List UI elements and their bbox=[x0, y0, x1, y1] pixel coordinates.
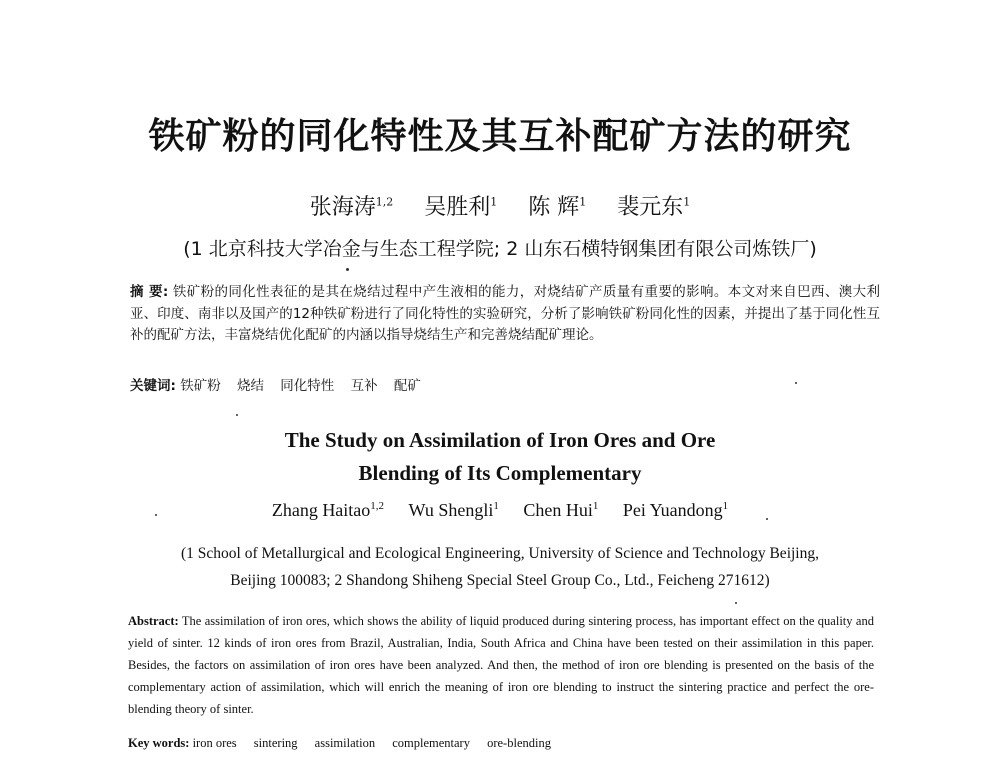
english-affiliation bbox=[110, 540, 890, 594]
keyword: sintering bbox=[253, 736, 298, 750]
english-keywords bbox=[128, 736, 874, 751]
chinese-authors bbox=[0, 190, 1000, 221]
english-abstract-label: Abstract: bbox=[128, 614, 179, 628]
english-abstract bbox=[128, 610, 874, 720]
scan-speck bbox=[155, 514, 157, 516]
english-affiliation-line2: Beijing 100083; 2 Shandong Shiheng Special Steel Group Co., Ltd., Feicheng 271612) bbox=[230, 572, 770, 589]
chinese-author: 张海涛$^{1,2}$ bbox=[309, 195, 394, 220]
english-author: Chen Hui$^1$ bbox=[523, 500, 599, 520]
chinese-author: 裴元东$^1$ bbox=[617, 195, 691, 220]
keyword: 互补 bbox=[350, 378, 378, 394]
keyword: 铁矿粉 bbox=[180, 378, 221, 394]
scan-speck bbox=[795, 382, 797, 384]
chinese-abstract-text: 铁矿粉的同化性表征的是其在烧结过程中产生液相的能力，对烧结矿产质量有重要的影响。本文对来自巴西、澳大利亚、印度、南非以及国产的12种铁矿粉进行了同化特性的实验研究，分析了影响铁矿粉同化性的因素，并提出了基于同化性互补的配矿方法，丰富烧结优化配矿的内涵以指导烧结生产和完善烧结配矿理论。 bbox=[130, 284, 880, 343]
chinese-title: 铁矿粉的同化特性及其互补配矿方法的研究 bbox=[148, 115, 852, 157]
english-keywords-label: Key words: bbox=[128, 736, 190, 750]
scan-speck bbox=[766, 518, 768, 520]
keyword: ore-blending bbox=[487, 736, 551, 750]
keyword: complementary bbox=[392, 736, 470, 750]
scan-speck bbox=[236, 414, 238, 416]
chinese-author: 吴胜利$^1$ bbox=[424, 195, 498, 220]
keyword: 同化特性 bbox=[280, 378, 335, 394]
english-authors bbox=[0, 500, 1000, 521]
keyword: iron ores bbox=[192, 736, 237, 750]
chinese-keywords bbox=[130, 374, 880, 394]
english-affiliation-line1: (1 School of Metallurgical and Ecological Engineering, University of Science and Technology Beijing, bbox=[181, 545, 819, 562]
english-title-line2: Blending of Its Complementary bbox=[358, 461, 642, 485]
keyword: 烧结 bbox=[237, 378, 264, 394]
keyword: assimilation bbox=[314, 736, 376, 750]
keyword: 配矿 bbox=[393, 378, 421, 394]
scan-speck bbox=[735, 602, 737, 604]
english-title bbox=[0, 424, 1000, 490]
english-abstract-text: The assimilation of iron ores, which shows the ability of liquid produced during sintering process, has important effect on the quality and yield of sinter. 12 kinds of iron ores from Brazil, Australian, India, South Africa and China have been tested on their assimilation in this paper. Besides, the factors on assimilation of iron ores have been analyzed. And then, the method of iron ore blending is presented on the basis of the complementary action of assimilation, which will enrich the meaning of iron ore blending to instruct the sintering practice and perfect the ore-blending theory of sinter. bbox=[128, 614, 874, 716]
scan-speck bbox=[346, 268, 349, 271]
english-title-line1: The Study on Assimilation of Iron Ores and Ore bbox=[284, 428, 716, 452]
chinese-affiliation: (1 北京科技大学冶金与生态工程学院; 2 山东石横特钢集团有限公司炼铁厂) bbox=[183, 238, 817, 260]
chinese-author: 陈 辉$^1$ bbox=[528, 195, 587, 220]
chinese-keywords-label: 关键词: bbox=[130, 378, 176, 394]
english-author: Zhang Haitao$^{1,2}$ bbox=[271, 500, 385, 520]
english-author: Pei Yuandong$^1$ bbox=[622, 500, 729, 520]
chinese-abstract bbox=[130, 282, 880, 347]
english-author: Wu Shengli$^1$ bbox=[408, 500, 499, 520]
chinese-abstract-label: 摘 要: bbox=[130, 284, 169, 300]
